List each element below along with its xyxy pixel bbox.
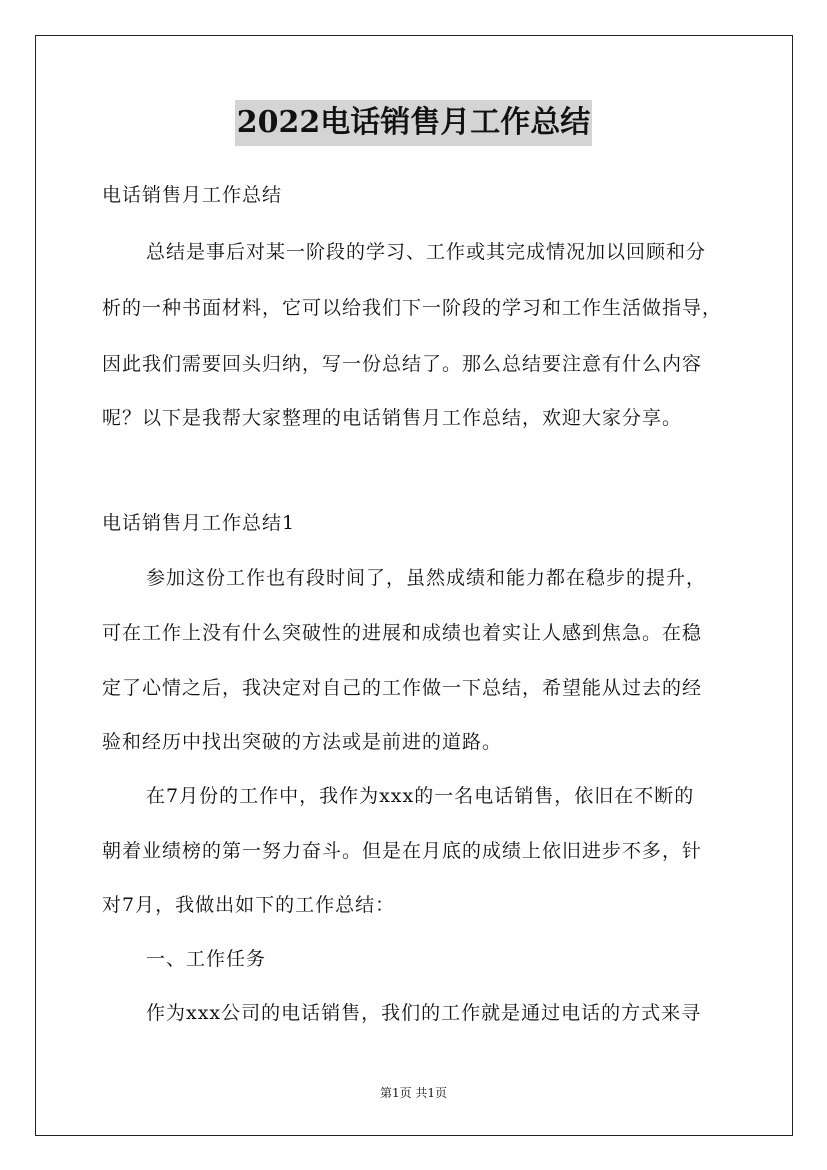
section-heading: 电话销售月工作总结 [102, 184, 283, 206]
section-heading: 电话销售月工作总结1 [102, 512, 296, 534]
paragraph-line: 可在工作上没有什么突破性的进展和成绩也着实让人感到焦急。在稳 [102, 622, 703, 644]
paragraph-line: 呢？以下是我帮大家整理的电话销售月工作总结，欢迎大家分享。 [102, 407, 683, 429]
subsection-heading: 一、工作任务 [146, 948, 267, 970]
paragraph-line: 作为xxx公司的电话销售，我们的工作就是通过电话的方式来寻 [146, 1002, 702, 1024]
paragraph-line: 析的一种书面材料，它可以给我们下一阶段的学习和工作生活做指导， [102, 297, 723, 319]
title-container [0, 100, 827, 146]
paragraph-line: 验和经历中找出突破的方法或是前进的道路。 [102, 731, 503, 753]
paragraph-line: 在7月份的工作中，我作为xxx的一名电话销售，依旧在不断的 [146, 785, 695, 807]
paragraph-line: 参加这份工作也有段时间了，虽然成绩和能力都在稳步的提升， [146, 567, 707, 589]
document-title: 2022电话销售月工作总结 [235, 100, 593, 146]
paragraph-line: 定了心情之后，我决定对自己的工作做一下总结，希望能从过去的经 [102, 677, 703, 699]
paragraph-line: 对7月，我做出如下的工作总结： [102, 894, 396, 916]
page-number: 第1页 共1页 [379, 1086, 448, 1100]
paragraph-line: 总结是事后对某一阶段的学习、工作或其完成情况加以回顾和分 [146, 241, 707, 263]
paragraph-line: 因此我们需要回头归纳，写一份总结了。那么总结要注意有什么内容 [102, 353, 703, 375]
paragraph-line: 朝着业绩榜的第一努力奋斗。但是在月底的成绩上依旧进步不多，针 [102, 840, 703, 862]
